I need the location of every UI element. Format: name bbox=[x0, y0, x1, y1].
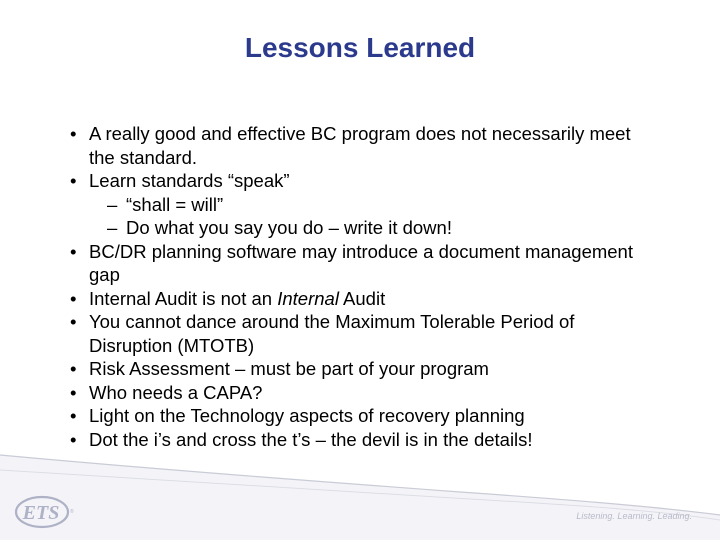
bullet-marker: • bbox=[70, 428, 77, 450]
bullet-text: You cannot dance around the Maximum Tolerable Period of Disruption (MTOTB) bbox=[89, 311, 575, 356]
sub-bullet-item bbox=[70, 193, 650, 217]
bullet-marker: • bbox=[70, 311, 77, 332]
sub-bullet-marker: – bbox=[107, 193, 118, 215]
bullet-item bbox=[70, 381, 650, 405]
bullet-text: Light on the Technology aspects of recovery planning bbox=[89, 405, 525, 426]
bullet-text: Learn standards “speak” bbox=[89, 170, 290, 191]
bullet-item bbox=[70, 428, 650, 452]
bullet-marker: • bbox=[70, 170, 77, 191]
bullet-marker: • bbox=[70, 287, 77, 309]
bullet-item bbox=[70, 310, 650, 357]
svg-text:®: ® bbox=[70, 509, 74, 515]
slide-title: Lessons Learned bbox=[244, 32, 476, 63]
bullet-marker: • bbox=[70, 381, 77, 403]
sub-bullet-text: Do what you say you do – write it down! bbox=[126, 217, 452, 238]
bullet-text: BC/DR planning software may introduce a document management gap bbox=[89, 240, 633, 285]
bullet-text: Who needs a CAPA? bbox=[89, 381, 263, 403]
footer-tagline: Listening. Learning. Leading. bbox=[576, 511, 692, 521]
bullet-text: Audit bbox=[338, 287, 386, 309]
bullet-list bbox=[70, 122, 650, 451]
bullet-marker: • bbox=[70, 358, 77, 379]
bullet-item bbox=[70, 169, 650, 193]
bullet-text: Dot the i’s and cross the t’s – the devil is in the details! bbox=[89, 428, 533, 450]
bullet-marker: • bbox=[70, 405, 77, 426]
ets-logo bbox=[14, 492, 74, 530]
sub-bullet-item bbox=[70, 216, 650, 240]
sub-bullet-marker: – bbox=[107, 217, 118, 238]
svg-text:ETS: ETS bbox=[22, 502, 60, 524]
bullet-item bbox=[70, 287, 650, 311]
bullet-item bbox=[70, 122, 650, 169]
bullet-text: Risk Assessment – must be part of your program bbox=[89, 358, 489, 379]
bullet-text: Internal Audit is not an bbox=[89, 287, 278, 309]
bullet-marker: • bbox=[70, 240, 77, 262]
bullet-text-italic: Internal bbox=[277, 287, 339, 309]
bullet-item bbox=[70, 240, 650, 287]
bullet-item bbox=[70, 404, 650, 428]
bullet-item bbox=[70, 357, 650, 381]
bullet-marker: • bbox=[70, 123, 77, 144]
bullet-text: A really good and effective BC program does not necessarily meet the standard. bbox=[89, 123, 631, 168]
sub-bullet-text: “shall = will” bbox=[126, 193, 224, 215]
